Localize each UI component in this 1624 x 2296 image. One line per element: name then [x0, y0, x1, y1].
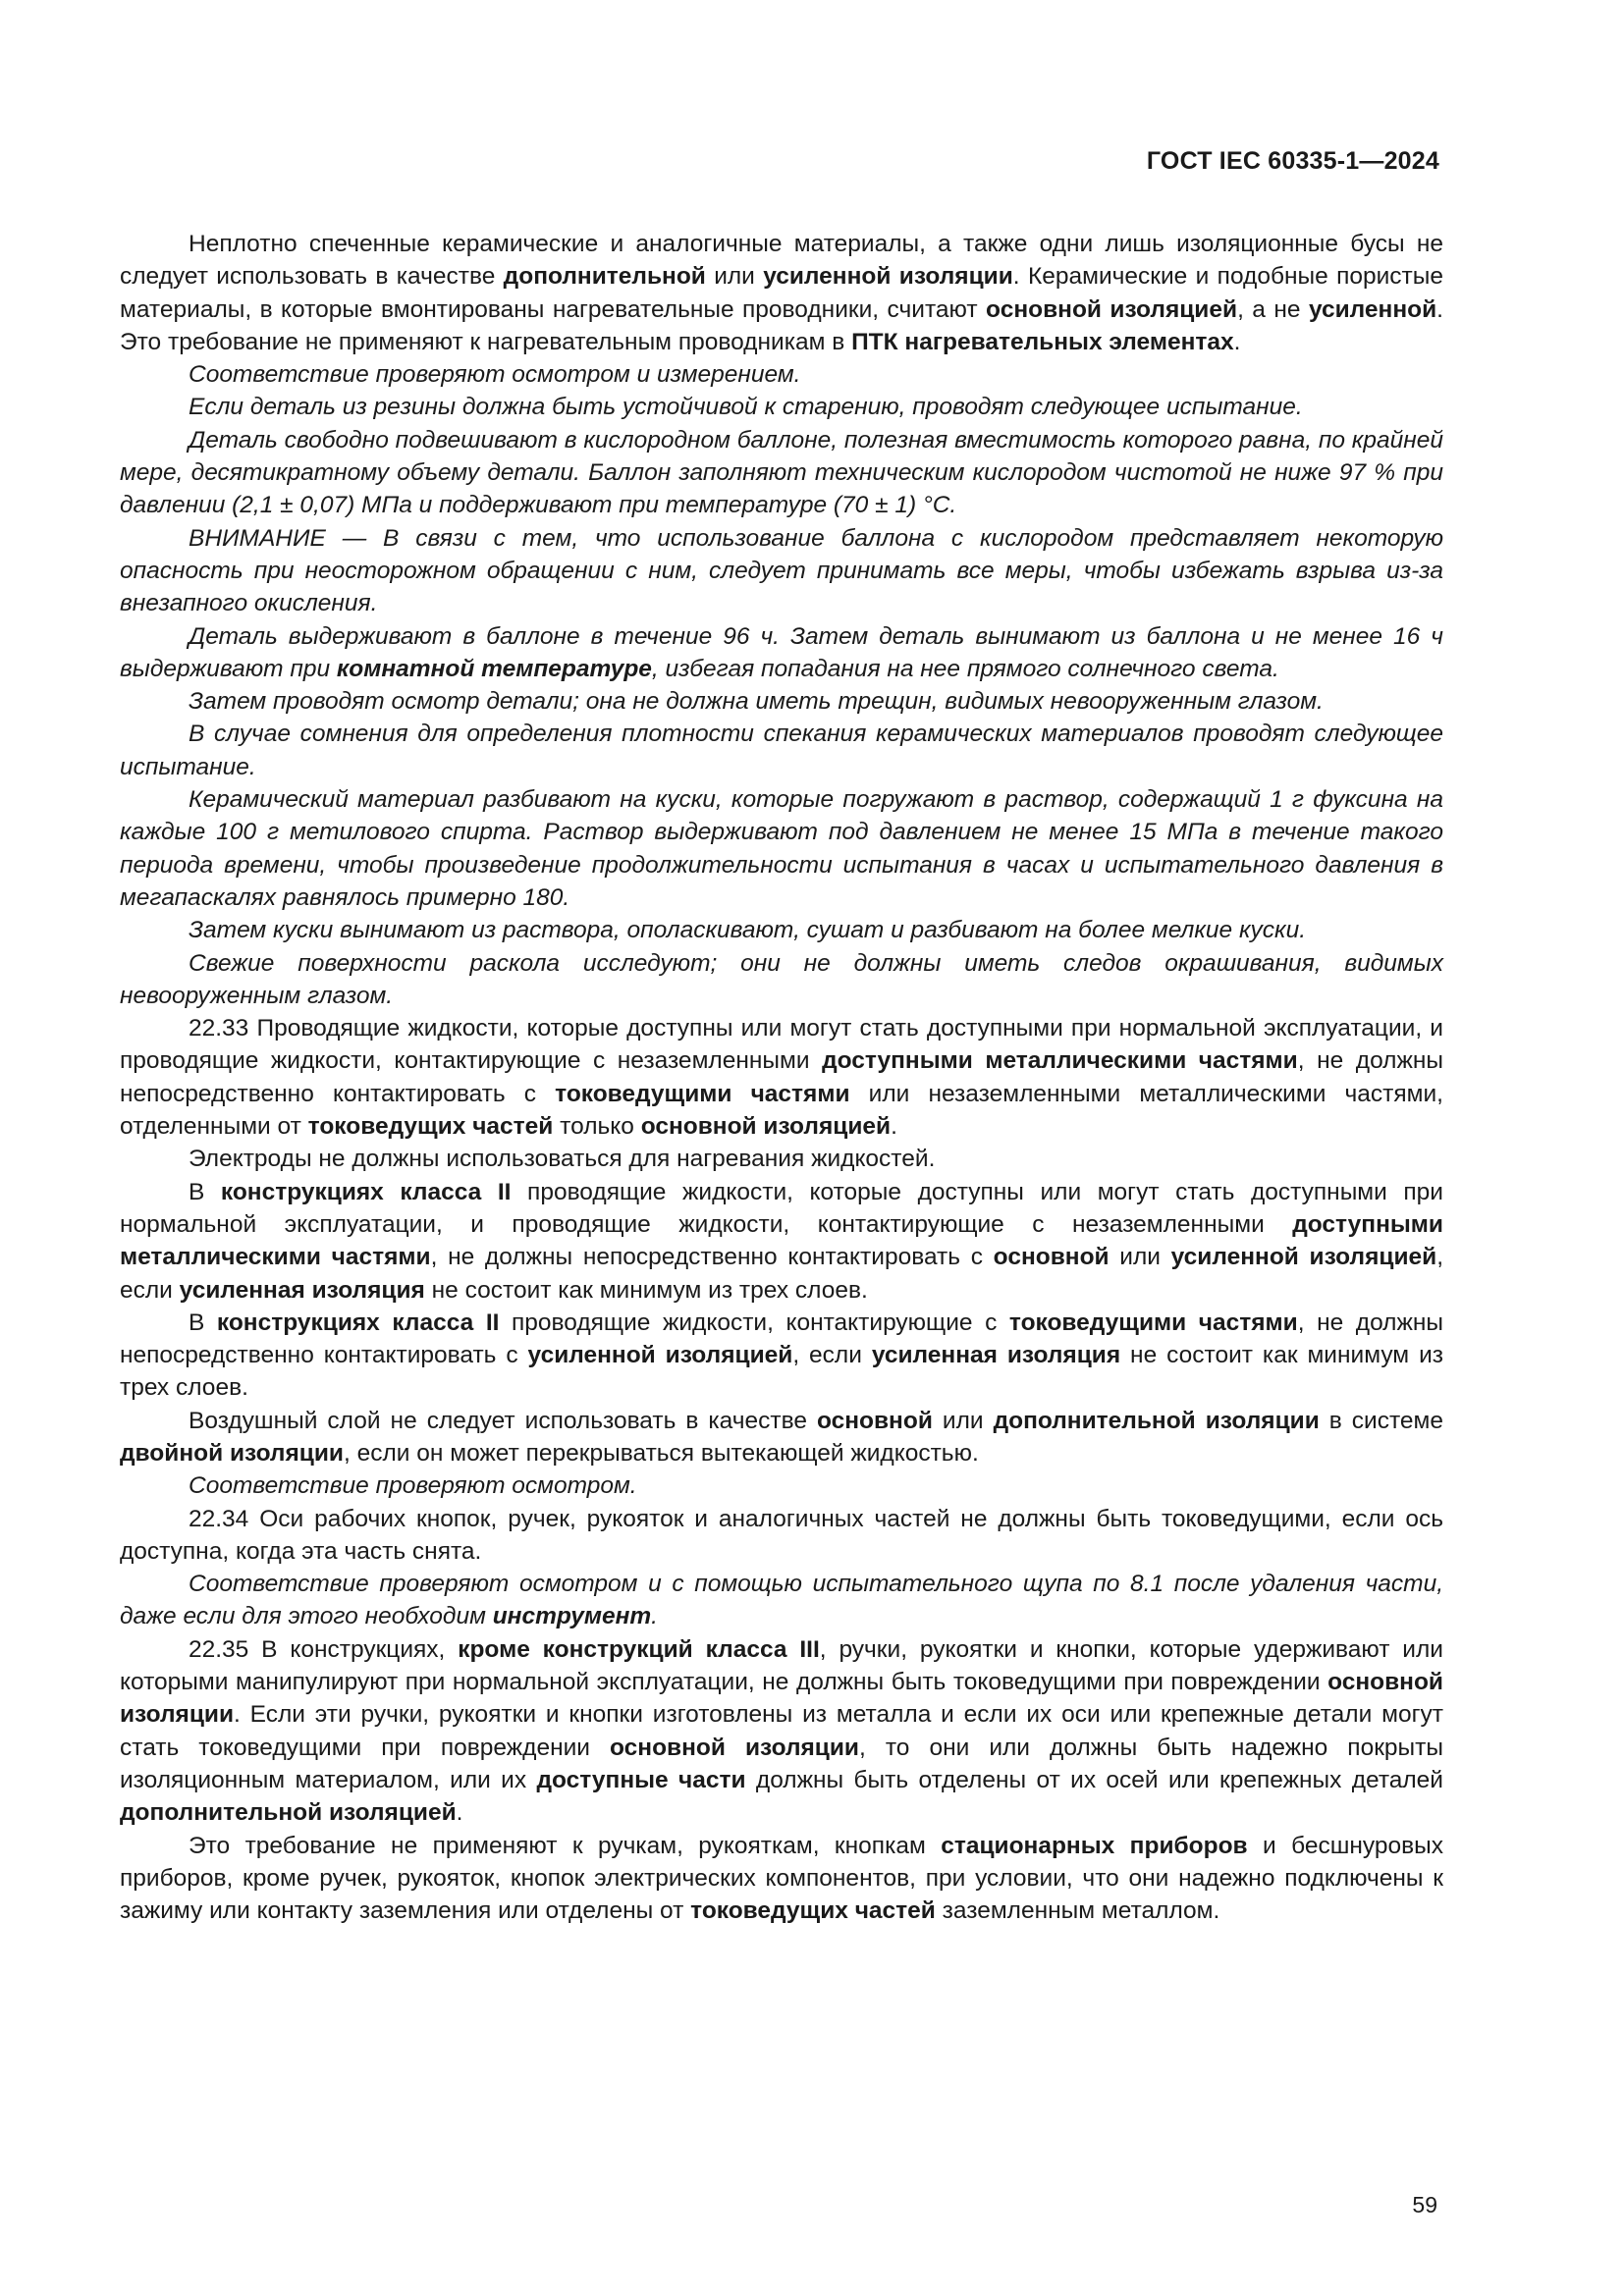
text-run: Затем проводят осмотр детали; она не должна иметь трещин, видимых невооруженным глазом. — [189, 688, 1324, 716]
paragraph — [120, 424, 1443, 522]
bold-term: основной — [816, 1407, 933, 1434]
paragraph — [120, 391, 1443, 423]
bold-term: инструмент — [492, 1603, 652, 1630]
bold-term: основной изоляции — [120, 1669, 1443, 1729]
text-run: , не должны непосредственно контактировать с — [120, 1047, 1443, 1107]
text-run: Это требование не применяют к ручкам, рукояткам, кнопкам — [189, 1832, 942, 1859]
text-run: . — [456, 1799, 463, 1827]
bold-term: конструкциях класса II — [220, 1178, 512, 1205]
bold-term: кроме конструкций класса III — [458, 1635, 820, 1663]
text-run: или — [1109, 1244, 1171, 1271]
paragraph — [120, 1633, 1443, 1830]
text-run: не состоит как минимум из трех слоев. — [120, 1342, 1443, 1402]
paragraph — [120, 947, 1443, 1013]
bold-term: токоведущими частями — [1008, 1308, 1298, 1336]
paragraph — [120, 1568, 1443, 1633]
standard-header: ГОСТ IEC 60335-1—2024 — [1146, 147, 1439, 175]
text-run: Воздушный слой не следует использовать в качестве — [189, 1407, 817, 1434]
text-run: Если деталь из резины должна быть устойчивой к старению, проводят следующее испытание. — [189, 394, 1303, 421]
text-run: Керамический материал разбивают на куски, которые погружают в раствор, содержащий 1 г фуксина на каждые 100 г метилового спирта. Раствор выдерживают под давлением не менее 15 МПа в течение такого периода времени, чтобы произведение продолжительности испытания в часах и испытательного давления в мегапаскалях равнялось примерно 180. — [120, 786, 1443, 911]
bold-term: основной изоляции — [610, 1734, 859, 1761]
text-run: 22.33 Проводящие жидкости, которые доступны или могут стать доступными при нормальной эксплуатации, и проводящие жидкости, контактирующие с незаземленными — [120, 1015, 1443, 1075]
text-run: только — [553, 1113, 641, 1141]
text-run: ВНИМАНИЕ — В связи с тем, что использование баллона с кислородом представляет некоторую опасность при неосторожном обращении с ним, следует принимать все меры, чтобы избежать взрыва из-за внезапного окисления. — [120, 524, 1443, 617]
text-run: , а не — [1237, 295, 1309, 323]
paragraph — [120, 1830, 1443, 1928]
bold-term: дополнительной изоляции — [993, 1407, 1320, 1434]
paragraph — [120, 1469, 1443, 1502]
paragraph — [120, 1503, 1443, 1569]
text-run: В — [189, 1178, 221, 1205]
paragraph — [120, 1307, 1443, 1405]
paragraph — [120, 1143, 1443, 1175]
text-run: Соответствие проверяют осмотром. — [189, 1472, 637, 1500]
bold-term: основной изоляцией — [986, 295, 1238, 323]
bold-term: усиленной — [1308, 295, 1437, 323]
paragraph — [120, 914, 1443, 946]
bold-term: токоведущих частей — [690, 1897, 936, 1925]
body-text — [120, 228, 1443, 1927]
text-run: В случае сомнения для определения плотности спекания керамических материалов проводят следующее испытание. — [120, 721, 1443, 780]
bold-term: усиленная изоляция — [871, 1342, 1121, 1369]
text-run: 22.35 В конструкциях, — [189, 1635, 459, 1663]
text-run: заземленным металлом. — [935, 1897, 1220, 1925]
paragraph — [120, 522, 1443, 620]
bold-term: ПТК нагревательных элементах — [851, 328, 1234, 355]
bold-term: дополнительной изоляцией — [120, 1799, 457, 1827]
paragraph — [120, 228, 1443, 358]
bold-term: доступными металлическими частями — [120, 1210, 1443, 1271]
bold-term: усиленной изоляции — [763, 263, 1013, 291]
text-run: Затем куски вынимают из раствора, ополаскивают, сушат и разбивают на более мелкие куски. — [189, 917, 1307, 944]
text-run: , избегая попадания на нее прямого солнечного света. — [651, 655, 1279, 682]
bold-term: доступные части — [536, 1766, 746, 1793]
paragraph — [120, 718, 1443, 783]
text-run: Соответствие проверяют осмотром и с помощью испытательного щупа по 8.1 после удаления части, даже если для этого необходим — [120, 1571, 1443, 1630]
bold-term: усиленной изоляцией — [1170, 1244, 1437, 1271]
text-run: Соответствие проверяют осмотром и измерением. — [189, 361, 801, 389]
bold-term: двойной изоляции — [120, 1439, 344, 1467]
paragraph — [120, 620, 1443, 686]
paragraph — [120, 783, 1443, 914]
bold-term: дополнительной — [503, 263, 706, 291]
bold-term: усиленной изоляцией — [527, 1342, 793, 1369]
page-number: 59 — [1412, 2192, 1437, 2217]
text-run: , ручки, рукоятки и кнопки, которые удерживают или которыми манипулируют при нормальной эксплуатации, не должны быть токоведущими при повреждении — [120, 1635, 1443, 1696]
paragraph — [120, 1405, 1443, 1470]
text-run: и бесшнуровых приборов, кроме ручек, рукояток, кнопок электрических компонентов, при условии, что они надежно подключены к зажиму или контакту заземления или отделены от — [120, 1832, 1443, 1925]
text-run: или — [932, 1407, 994, 1434]
text-run: . — [1233, 328, 1241, 355]
text-run: . — [891, 1113, 897, 1141]
bold-term: токоведущими частями — [555, 1080, 850, 1107]
bold-term: токоведущих частей — [307, 1113, 554, 1141]
text-run: Деталь свободно подвешивают в кислородном баллоне, полезная вместимость которого равна, по крайней мере, десятикратному объему детали. Баллон заполняют техническим кислородом чистотой не ниже 97 % при давлении (2,1 ± 0,07) МПа и поддерживают при температуре (70 ± 1) °C. — [120, 426, 1443, 519]
bold-term: усиленная изоляция — [179, 1276, 425, 1304]
bold-term: доступными металлическими частями — [822, 1047, 1298, 1075]
text-run: , если он может перекрываться вытекающей жидкостью. — [343, 1439, 979, 1467]
bold-term: стационарных приборов — [941, 1832, 1248, 1859]
text-run: Неплотно спеченные керамические и аналогичные материалы, а также одни лишь изоляционные бусы не следует использовать в качестве — [120, 231, 1443, 291]
text-run: . — [651, 1603, 658, 1630]
bold-term: основной — [993, 1244, 1110, 1271]
text-run: Электроды не должны использоваться для нагревания жидкостей. — [189, 1146, 936, 1173]
text-run: Свежие поверхности раскола исследуют; они не должны иметь следов окрашивания, видимых невооруженным глазом. — [120, 949, 1443, 1009]
text-run: проводящие жидкости, контактирующие с — [499, 1308, 1009, 1336]
text-run: , не должны непосредственно контактировать с — [120, 1308, 1443, 1369]
bold-term: комнатной температуре — [336, 655, 652, 682]
text-run: не состоит как минимум из трех слоев. — [424, 1276, 868, 1304]
text-run: . Это требование не применяют к нагревательным проводникам в — [120, 295, 1443, 355]
text-run: , если — [120, 1244, 1444, 1304]
paragraph — [120, 1176, 1443, 1307]
text-run: или незаземленными металлическими частями, отделенными от — [120, 1080, 1443, 1141]
paragraph — [120, 358, 1443, 391]
text-run: , то они или должны быть надежно покрыты изоляционным материалом, или их — [120, 1734, 1443, 1793]
text-run: должны быть отделены от их осей или крепежных деталей — [745, 1766, 1443, 1793]
text-run: Деталь выдерживают в баллоне в течение 96 ч. Затем деталь вынимают из баллона и не менее 16 ч выдерживают при — [120, 622, 1443, 682]
text-run: 22.34 Оси рабочих кнопок, ручек, рукояток и аналогичных частей не должны быть токоведущими, если ось доступна, когда эта часть снята. — [120, 1505, 1443, 1565]
text-run: . Керамические и подобные пористые материалы, в которые вмонтированы нагревательные проводники, считают — [120, 263, 1444, 323]
text-run: В — [189, 1308, 217, 1336]
text-run: , не должны непосредственно контактировать с — [430, 1244, 994, 1271]
paragraph — [120, 1012, 1443, 1143]
bold-term: конструкциях класса II — [216, 1308, 500, 1336]
text-run: или — [705, 263, 764, 291]
paragraph — [120, 685, 1443, 718]
text-run: , если — [792, 1342, 872, 1369]
text-run: . Если эти ручки, рукоятки и кнопки изготовлены из металла и если их оси или крепежные детали могут стать токоведущими при повреждении — [120, 1701, 1443, 1761]
text-run: в системе — [1319, 1407, 1444, 1434]
bold-term: основной изоляцией — [640, 1113, 892, 1141]
text-run: проводящие жидкости, которые доступны или могут стать доступными при нормальной эксплуатации, и проводящие жидкости, контактирующие с незаземленными — [120, 1178, 1443, 1238]
